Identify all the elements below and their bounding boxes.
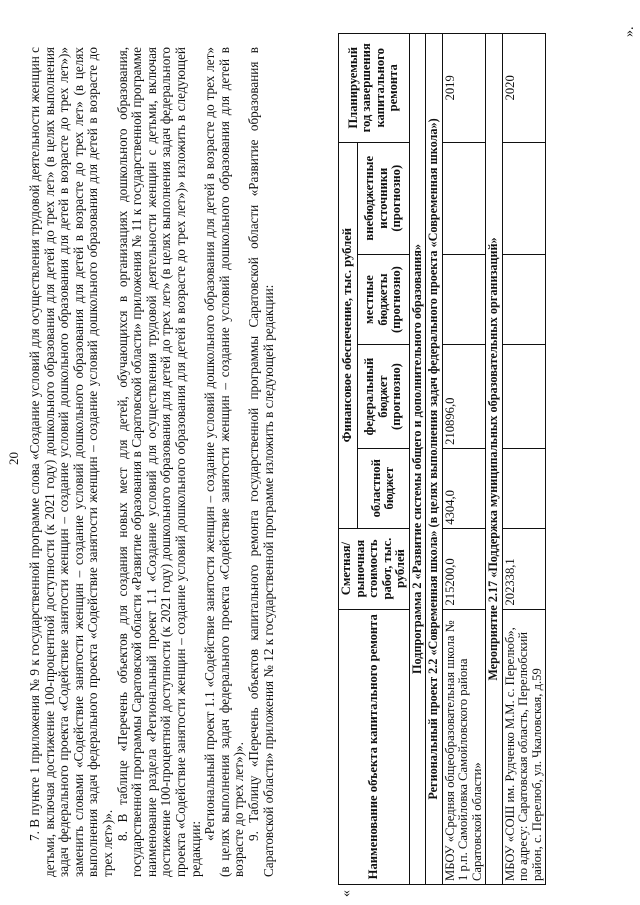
cell-year: 2019 — [442, 34, 486, 143]
table-row — [502, 34, 546, 885]
cell-cost: 215200,0 — [442, 528, 486, 609]
section-subprogram: Подпрограмма 2 «Развитие системы общего и дополнительного образования» — [409, 34, 426, 885]
cell-federal — [502, 345, 546, 449]
section-row — [486, 34, 503, 885]
body-text — [28, 47, 276, 877]
header-cost: Сметная/ рыночная стоимость работ, тыс. рублей — [339, 528, 410, 609]
header-name: Наименование объекта капитального ремонта — [339, 609, 410, 884]
section-row — [426, 34, 443, 885]
cell-name: МБОУ «Средняя общеобразовательная школа № 1 р.п. Самойловка Самойловского района Саратовской области» — [442, 609, 486, 884]
header-regional: областной бюджет — [358, 448, 409, 528]
section-row — [409, 34, 426, 885]
header-extra: внебюджетные источники (прогнозно) — [358, 142, 409, 254]
quote-close: ». — [622, 26, 637, 37]
header-year: Планируемый год завершения капитального ремонта — [339, 34, 410, 143]
header-local: местные бюджеты (прогнозно) — [358, 254, 409, 344]
cell-extra — [502, 142, 546, 254]
cell-federal: 210896,0 — [442, 345, 486, 449]
cell-regional — [502, 448, 546, 528]
table-header-row — [339, 34, 358, 885]
cell-regional: 4304,0 — [442, 448, 486, 528]
page-number: 20 — [6, 452, 21, 465]
paragraph-regional-project: «Региональный проект 1.1 «Содействие занятости женщин – создание условий дошкольного образования для детей в возрасте до трех лет» (в целях выполнения задач федерального проекта «Содействие занятости женщин – создание условий дошкольного образования для детей в возрасте до трех лет»)». — [202, 47, 247, 877]
cell-local — [442, 254, 486, 344]
paragraph-9: 9. Таблицу «Перечень объектов капитального ремонта государственной программы Саратовской области «Развитие образования в Саратовской области» приложения № 12 к государственной программе изложить в следующей редакции: — [245, 47, 276, 877]
section-measure: Мероприятие 2.17 «Поддержка муниципальных образовательных организаций» — [486, 34, 503, 885]
header-federal: федеральный бюджет (прогнозно) — [358, 345, 409, 449]
cell-year: 2020 — [502, 34, 546, 143]
table-row — [442, 34, 486, 885]
section-regional-project: Региональный проект 2.2 «Современная школа» (в целях выполнения задач федерального проекта «Современная школа») — [426, 34, 443, 885]
cell-name: МБОУ «СОШ им. Рудченко М.М. с. Перелюб», по адресу: Саратовская область, Перелюбский район, с. Перелюб, ул. Чкаловская, д.59 — [502, 609, 546, 884]
header-finance: Финансовое обеспечение, тыс. рублей — [339, 142, 358, 528]
cell-cost: 202338,1 — [502, 528, 546, 609]
paragraph-7: 7. В пункте 1 приложения № 9 к государственной программе слова «Создание условий для осуществления трудовой деятельности женщин с детьми, включая достижение 100-процентной доступности (к 2021 году) дошкольного образования для детей до трех лет» (в целях выполнения задач федерального проекта «Содействие занятости женщин – создание условий дошкольного образования для детей в возрасте до трех лет»)» заменить словами «Содействие занятости женщин – создание условий дошкольного образования для детей в возрасте до трех лет» (в целях выполнения задач федерального проекта «Содействие занятости женщин – создание условий дошкольного образования для детей в возрасте до трех лет»)». — [27, 47, 115, 877]
cell-local — [502, 254, 546, 344]
quote-open: « — [339, 890, 354, 897]
paragraph-8: 8. В таблице «Перечень объектов для создания новых мест для детей, обучающихся в организациях дошкольного образования, государственной программы Саратовской области «Развитие образования в Саратовской области» приложения № 11 к государственной программе наименование раздела «Региональный проект 1.1 «Создание условий для осуществления трудовой деятельности женщин с детьми, включая достижение 100-процентной доступности (к 2021 году) дошкольного образования для детей до трех лет» (в целях выполнения задач федерального проекта «Содействие занятости женщин – создание условий дошкольного образования для детей в возрасте до трех лет»)» изложить в следующей редакции: — [114, 47, 203, 877]
capital-repair-table — [338, 33, 546, 885]
cell-extra — [442, 142, 486, 254]
